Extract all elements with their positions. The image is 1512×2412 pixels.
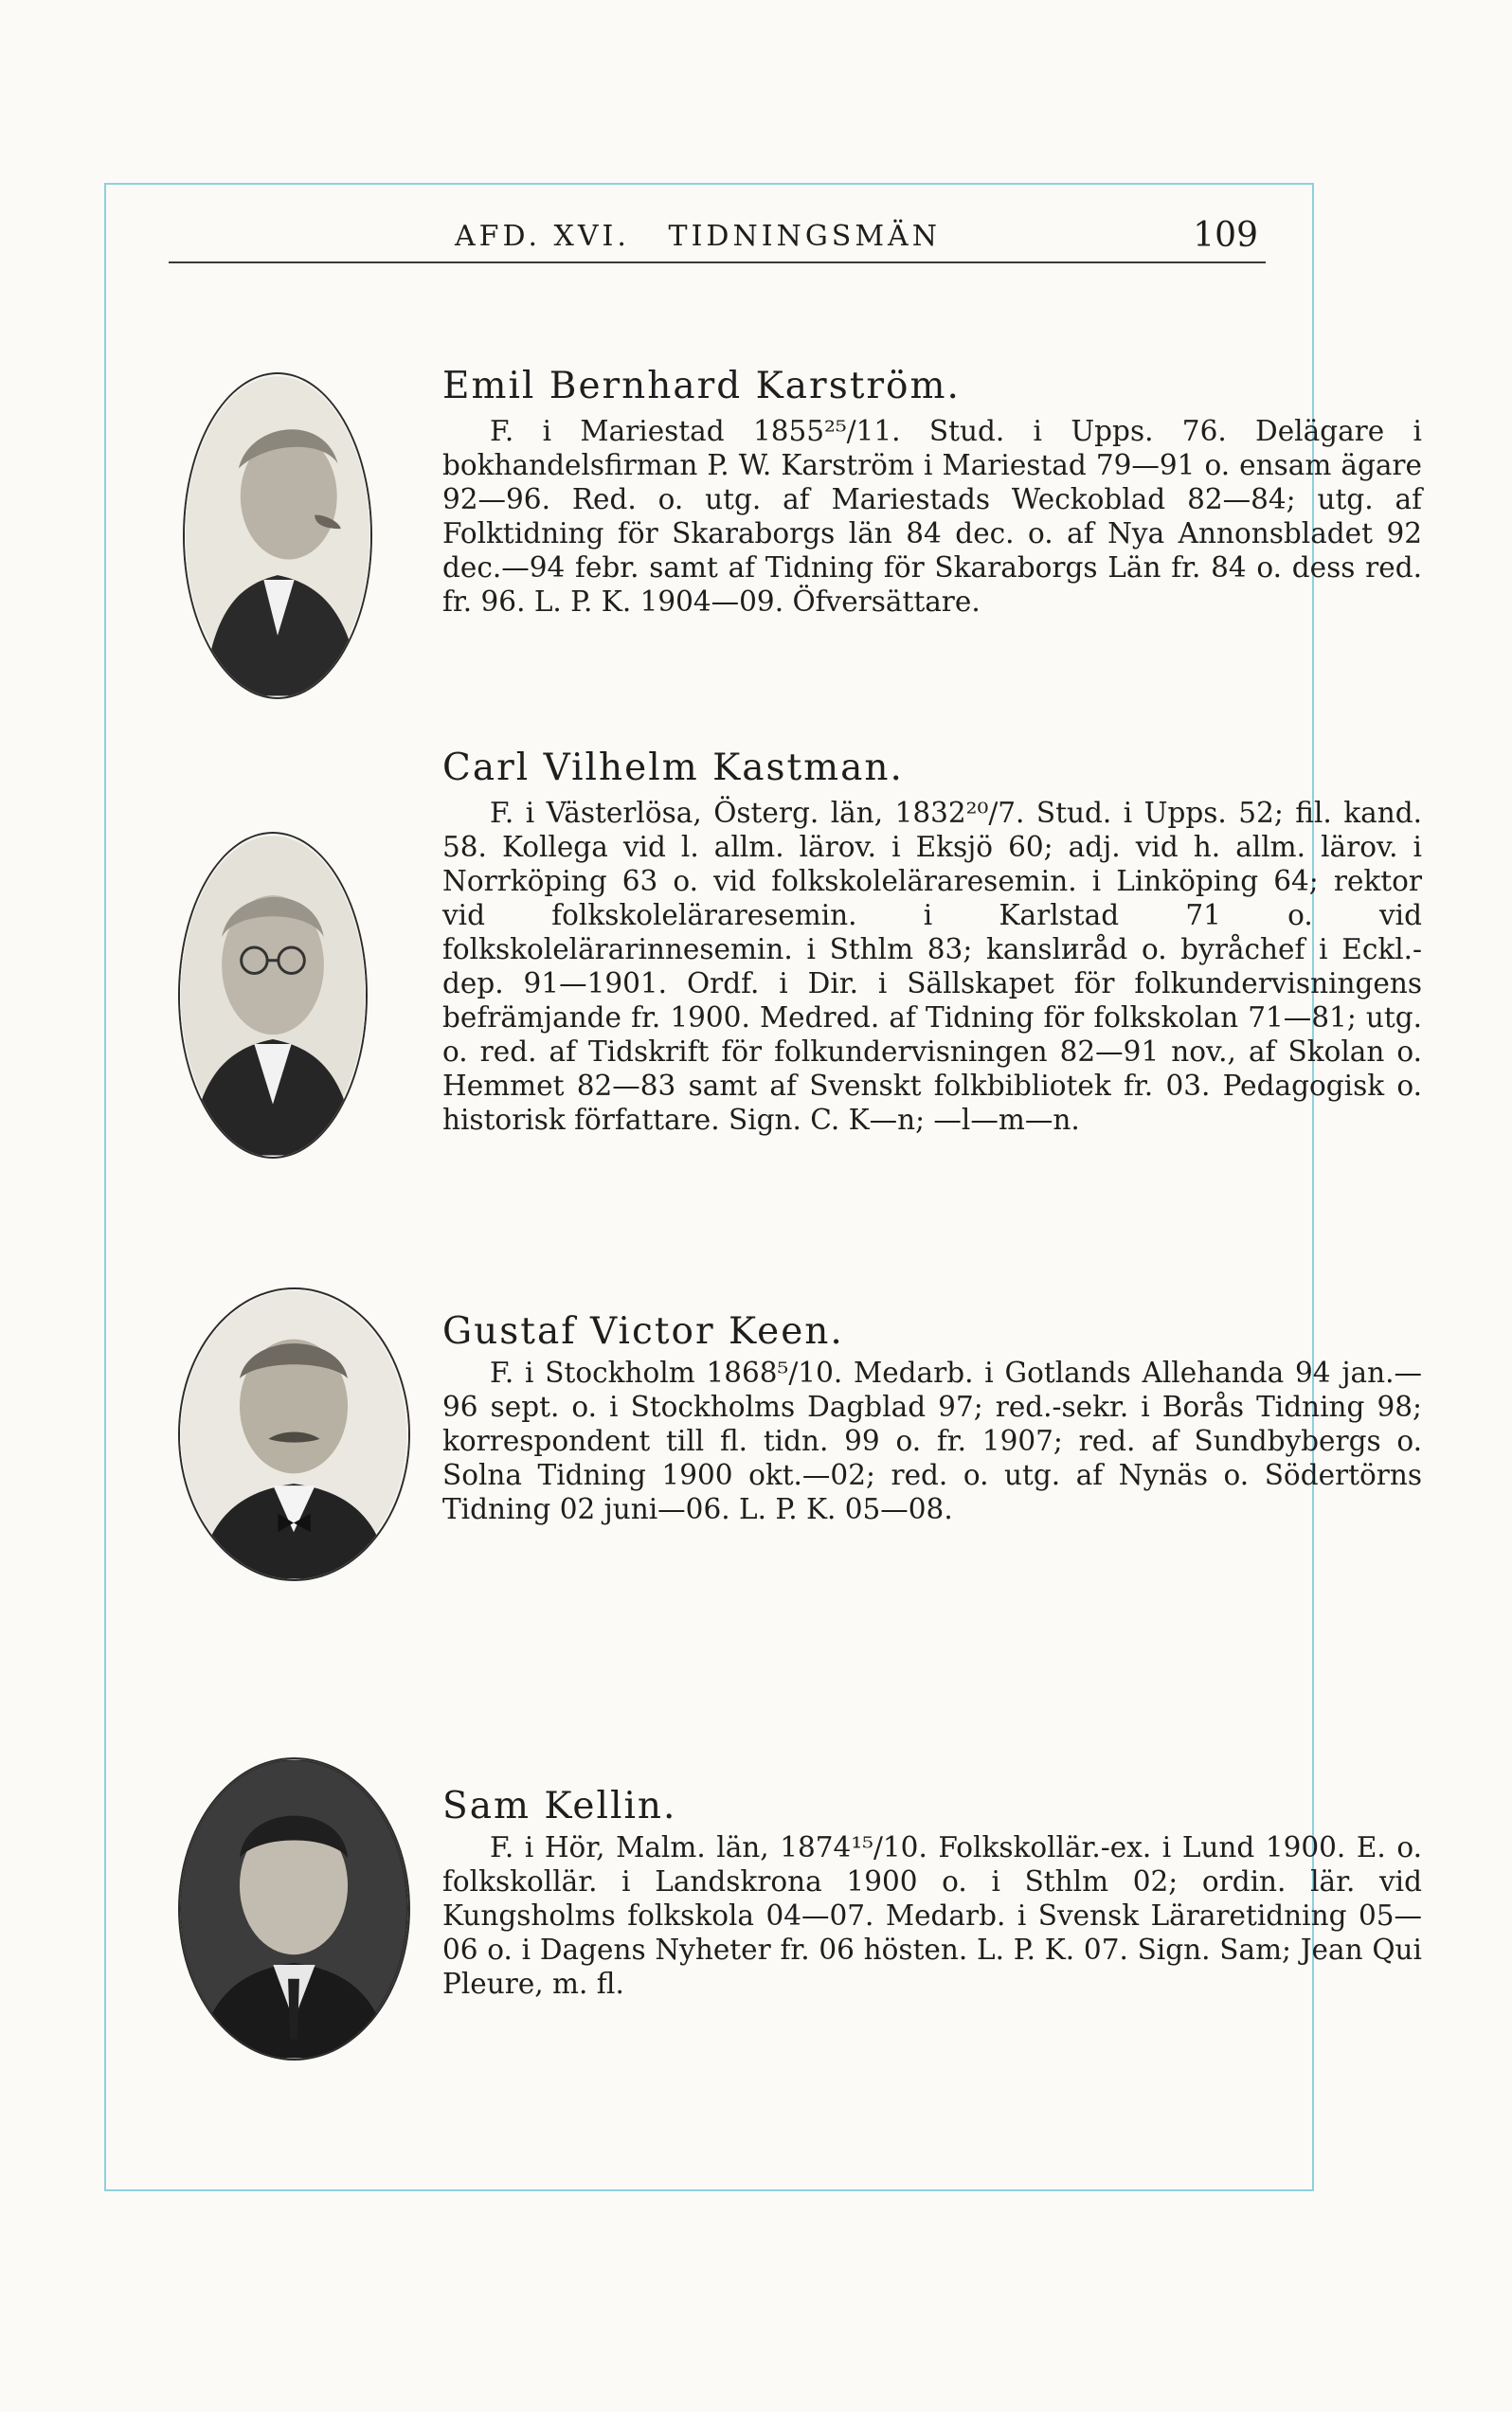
entry-name: Emil Bernhard Karström. [442, 365, 961, 407]
section-heading: AFD. XVI. TIDNINGSMÄN [455, 220, 941, 253]
entry-bio [442, 1356, 1422, 1526]
entry-bio [442, 796, 1422, 1137]
bio-text: F. i Hör, Malm. län, 1874¹⁵/10. Folkskollär.-ex. i Lund 1900. E. o. folkskollär. i Landskrona 1900 o. i Sthlm 02; ordin. lär. vid Kungsholms folkskola 04—07. Medarb. i Svensk Läraretidning 05—06 o. i Dagens Nyheter fr. 06 hösten. L. P. K. 07. Sign. Sam; Jean Qui Pleure, m. fl. [442, 1831, 1422, 2000]
entry-bio [442, 414, 1422, 619]
portrait-image [180, 1289, 408, 1579]
entry-bio [442, 1830, 1422, 2001]
entry-name: Gustaf Victor Keen. [442, 1310, 844, 1353]
bio-text: F. i Västerlösa, Österg. län, 1832²⁰/7. Stud. i Upps. 52; fil. kand. 58. Kollega vid l. allm. lärov. i Eksjö 60; adj. vid h. allm. lärov. i Norrköping 63 o. vid folkskoleläraresemin. i Linköping 64; rektor vid folkskoleläraresemin. i Karlstad 71 o. vid folkskolelärarinnesemin. i Sthlm 83; kanslиråd o. byråchef i Eckl.-dep. 91—1901. Ordf. i Dir. i Sällskapet för folkundervisningens befrämjande fr. 1900. Medred. af Tidning för folkskolan 71—81; utg. o. red. af Tidskrift för folkundervisningen 82—91 nov., af Skolan o. Hemmet 82—83 samt af Svenskt folkbibliotek fr. 03. Pedagogisk o. historisk författare. Sign. C. K—n; —l—m—n. [442, 797, 1422, 1136]
bio-text: F. i Mariestad 1855²⁵/11. Stud. i Upps. 76. Delägare i bokhandelsfirman P. W. Karström i Mariestad 79—91 o. ensam ägare 92—96. Red. o. utg. af Mariestads Weckoblad 82—84; utg. af Folktidning för Skaraborgs län 84 dec. o. af Nya Annonsbladet 92 dec.—94 febr. samt af Tidning för Skaraborgs Län fr. 84 o. dess red. fr. 96. L. P. K. 1904—09. Öfversättare. [442, 415, 1422, 618]
portrait-photo [183, 372, 372, 699]
portrait-photo [178, 1287, 410, 1581]
entry-name: Sam Kellin. [442, 1785, 677, 1827]
page-number: 109 [1193, 216, 1258, 255]
portrait-image [185, 374, 370, 697]
portrait-image [180, 834, 366, 1157]
portrait-photo [178, 1757, 410, 2061]
portrait-image [180, 1759, 408, 2059]
entry-name: Carl Vilhelm Kastman. [442, 747, 904, 789]
bio-text: F. i Stockholm 1868⁵/10. Medarb. i Gotlands Allehanda 94 jan.—96 sept. o. i Stockholms Dagblad 97; red.-sekr. i Borås Tidning 98; korrespondent till fl. tidn. 99 o. fr. 1907; red. af Sundbybergs o. Solna Tidning 1900 okt.—02; red. o. utg. af Nynäs o. Södertörns Tidning 02 juni—06. L. P. K. 05—08. [442, 1357, 1422, 1525]
running-header [169, 216, 1266, 263]
portrait-photo [178, 832, 368, 1159]
